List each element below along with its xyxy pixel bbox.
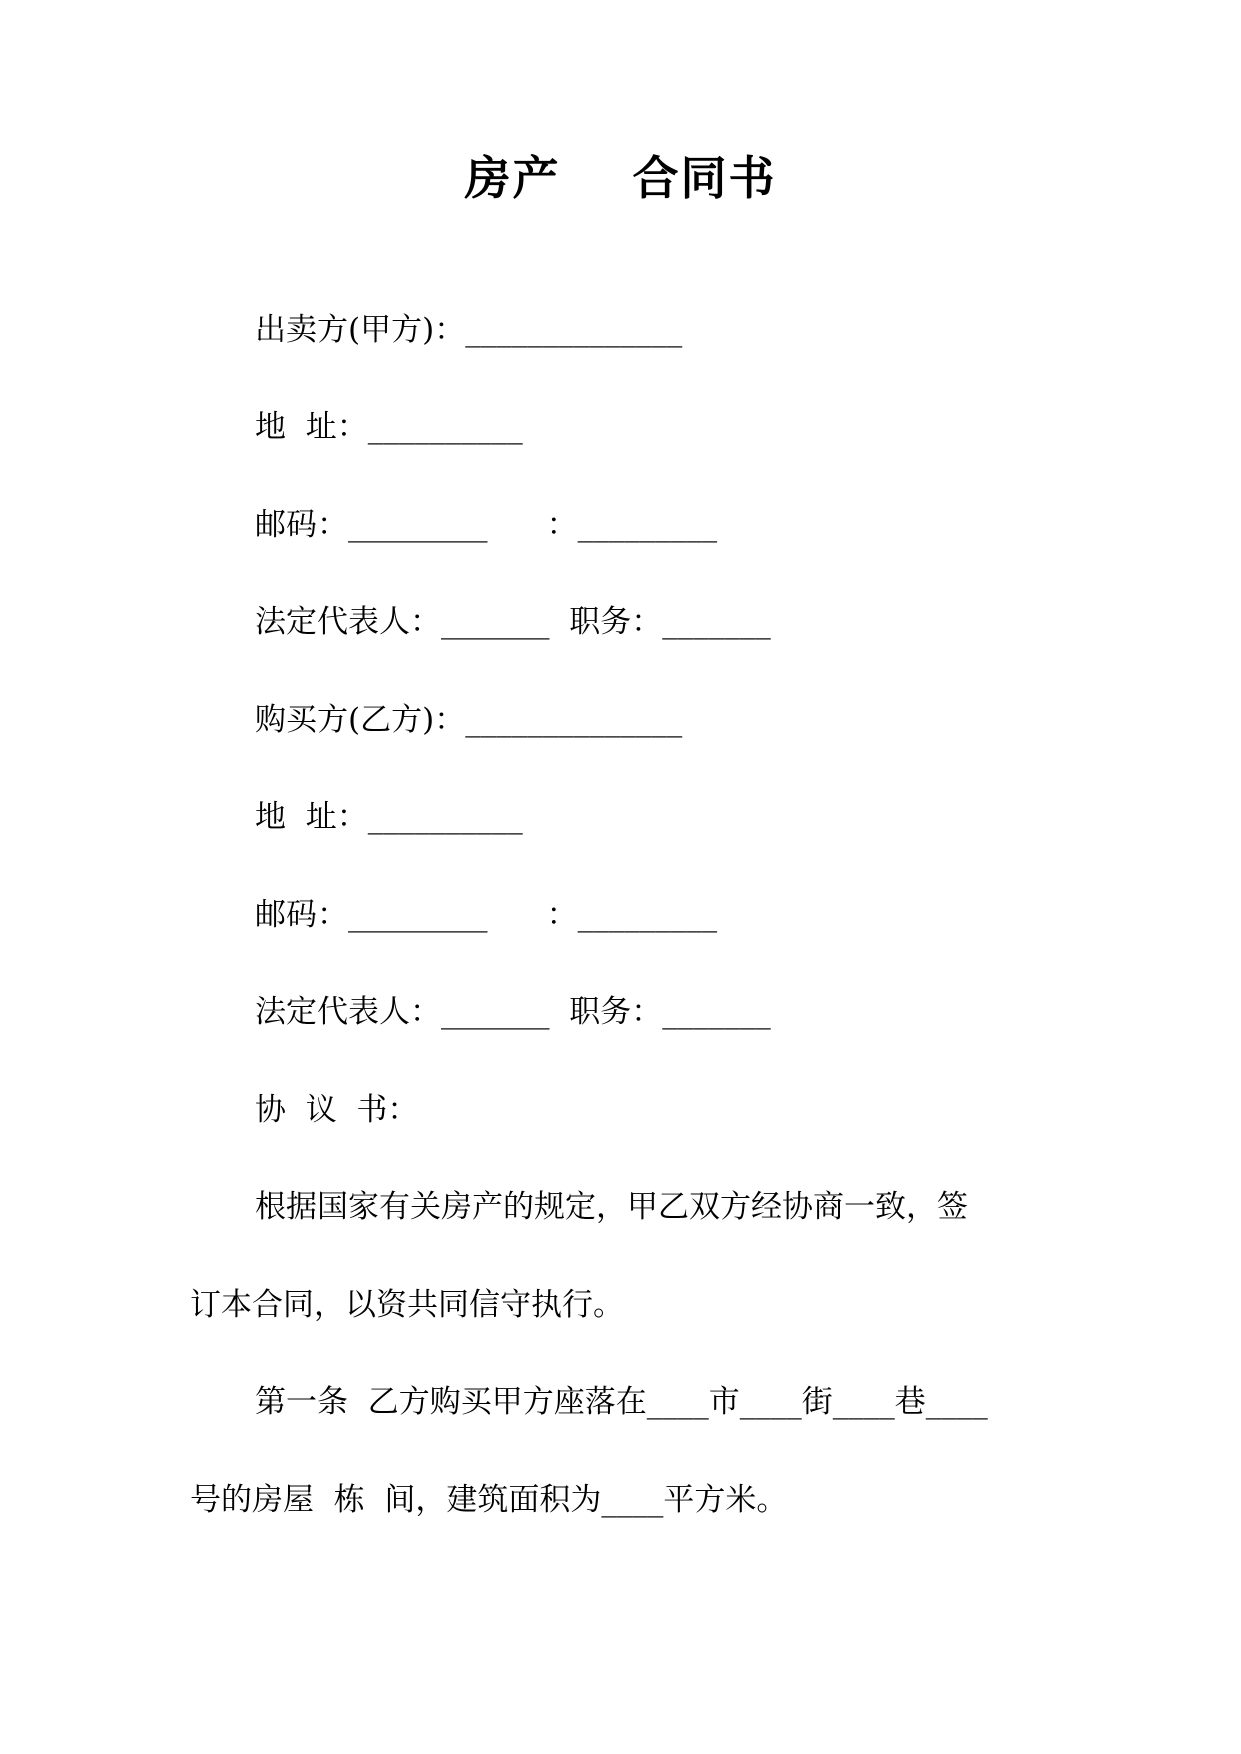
agreement-heading: 协 议 书： [255,1092,419,1128]
buyer-legal-rep-line: 法定代表人：_______ 职务：_______ [255,994,771,1030]
document-title: 房产 合同书 [464,151,777,205]
article1-line-2: 号的房屋 栋 间，建筑面积为____平方米。 [190,1482,788,1518]
seller-name-line: 出卖方(甲方)：______________ [255,312,683,348]
article1-line-1: 第一条 乙方购买甲方座落在____市____街____巷____ [255,1384,988,1420]
seller-legal-rep-line: 法定代表人：_______ 职务：_______ [255,604,771,640]
seller-address-line: 地 址：__________ [255,409,523,445]
buyer-address-line: 地 址：__________ [255,799,523,835]
preamble-line-2: 订本合同，以资共同信守执行。 [190,1287,624,1323]
preamble-line-1: 根据国家有关房产的规定，甲乙双方经协商一致，签 [255,1189,968,1225]
buyer-postcode-line: 邮码：_________ ：_________ [255,897,718,933]
seller-postcode-line: 邮码：_________ ：_________ [255,507,718,543]
buyer-name-line: 购买方(乙方)：______________ [255,702,683,738]
